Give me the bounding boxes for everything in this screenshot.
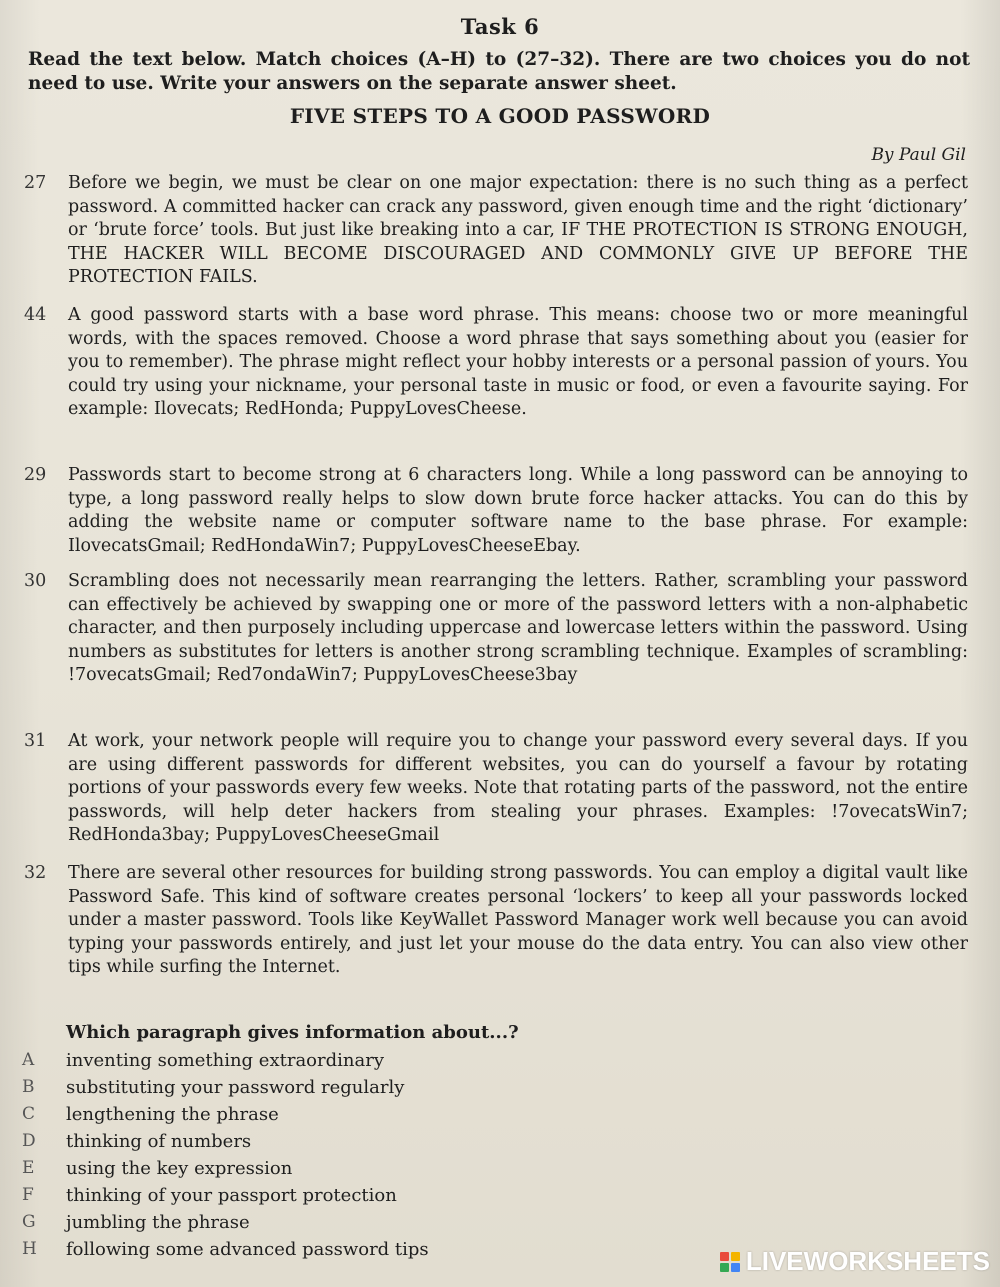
paragraph-44 xyxy=(24,304,968,422)
option-text: inventing something extraordinary xyxy=(66,1050,384,1071)
option-letter: D xyxy=(22,1131,36,1151)
option-text: using the key expression xyxy=(66,1158,293,1179)
option-letter: C xyxy=(22,1104,36,1124)
paragraph-31 xyxy=(24,730,968,848)
option-text: substituting your password regularly xyxy=(66,1077,405,1098)
paragraph-text: There are several other resources for building strong passwords. You can employ a digital vault like Password Safe. This kind of software creates personal ‘lockers’ to keep all your passwords locked under a master password. Tools like KeyWallet Password Manager work well because you can avoid typing your passwords entirely, and just let your mouse do the data entry. You can also view other tips while surfing the Internet. xyxy=(68,863,968,977)
option-letter: B xyxy=(22,1077,35,1097)
option-text: thinking of numbers xyxy=(66,1131,252,1152)
option-g xyxy=(22,1209,622,1236)
option-c xyxy=(22,1101,622,1128)
task-instructions: Read the text below. Match choices (A–H) to (27–32). There are two choices you do not need to use. Write your answers on the separate answer sheet. xyxy=(28,49,970,94)
option-b xyxy=(22,1074,622,1101)
task-title: Task 6 xyxy=(460,14,540,39)
paragraph-30 xyxy=(24,570,968,688)
option-f xyxy=(22,1182,622,1209)
option-letter: F xyxy=(22,1185,34,1205)
option-a xyxy=(22,1047,622,1074)
paragraph-number: 44 xyxy=(24,305,47,325)
option-text: jumbling the phrase xyxy=(66,1212,250,1233)
matching-question: Which paragraph gives information about...? xyxy=(66,1022,519,1043)
paragraph-text: Before we begin, we must be clear on one major expectation: there is no such thing as a perfect password. A committed hacker can crack any password, given enough time and the right ‘dictionary’ or ‘brute force’ tools. But just like breaking into a car, IF THE PROTECTION IS STRONG ENOUGH, THE HACKER WILL BECOME DISCOURAGED AND COMMONLY GIVE UP BEFORE THE PROTECTION FAILS. xyxy=(68,173,968,287)
brand-text: LIVEWORKSHEETS xyxy=(745,1246,990,1276)
option-text: following some advanced password tips xyxy=(66,1239,429,1260)
option-e xyxy=(22,1155,622,1182)
paragraph-number: 31 xyxy=(24,731,47,751)
option-d xyxy=(22,1128,622,1155)
paragraph-text: At work, your network people will require you to change your password every several days. If you are using different passwords for different websites, you can do yourself a favour by rotating portions of your passwords every few weeks. Note that rotating parts of the password, not the entire passwords, will help deter hackers from stealing your phrases. Examples: !7ovecatsWin7; RedHonda3bay; PuppyLovesCheeseGmail xyxy=(68,731,968,845)
option-letter: G xyxy=(22,1212,36,1232)
option-letter: H xyxy=(22,1239,37,1259)
paragraph-text: A good password starts with a base word phrase. This means: choose two or more meaningful words, with the spaces removed. Choose a word phrase that says something about you (easier for you to remember). The phrase might reflect your hobby interests or a personal passion of yours. You could try using your nickname, your personal taste in music or food, or even a favourite saying. For example: Ilovecats; RedHonda; PuppyLovesCheese. xyxy=(68,305,968,419)
paragraph-27 xyxy=(24,172,968,290)
paragraph-32 xyxy=(24,862,968,980)
option-letter: E xyxy=(22,1158,35,1178)
paragraph-number: 30 xyxy=(24,571,47,591)
paragraph-text: Passwords start to become strong at 6 characters long. While a long password can be annoying to type, a long password really helps to slow down brute force hacker attacks. You can do this by adding the website name or computer software name to the base phrase. For example: IlovecatsGmail; RedHondaWin7; PuppyLovesCheeseEbay. xyxy=(68,465,968,556)
option-text: lengthening the phrase xyxy=(66,1104,279,1125)
option-letter: A xyxy=(22,1050,35,1070)
liveworksheets-watermark xyxy=(720,1246,990,1277)
paragraph-number: 29 xyxy=(24,465,47,485)
article-title: FIVE STEPS TO A GOOD PASSWORD xyxy=(289,104,711,128)
paragraph-29 xyxy=(24,464,968,558)
paragraph-number: 32 xyxy=(24,863,47,883)
paragraph-number: 27 xyxy=(24,173,47,193)
option-h xyxy=(22,1236,622,1263)
liveworksheets-logo-icon xyxy=(720,1252,740,1272)
article-author: By Paul Gil xyxy=(871,145,966,165)
answer-options-list xyxy=(22,1047,622,1263)
option-text: thinking of your passport protection xyxy=(66,1185,397,1206)
paragraph-text: Scrambling does not necessarily mean rearranging the letters. Rather, scrambling your password can effectively be achieved by swapping one or more of the password letters with a non-alphabetic character, and then purposely including uppercase and lowercase letters within the password. Using numbers as substitutes for letters is another strong scrambling technique. Examples of scrambling: !7ovecatsGmail; Red7ondaWin7; PuppyLovesCheese3bay xyxy=(68,571,968,685)
